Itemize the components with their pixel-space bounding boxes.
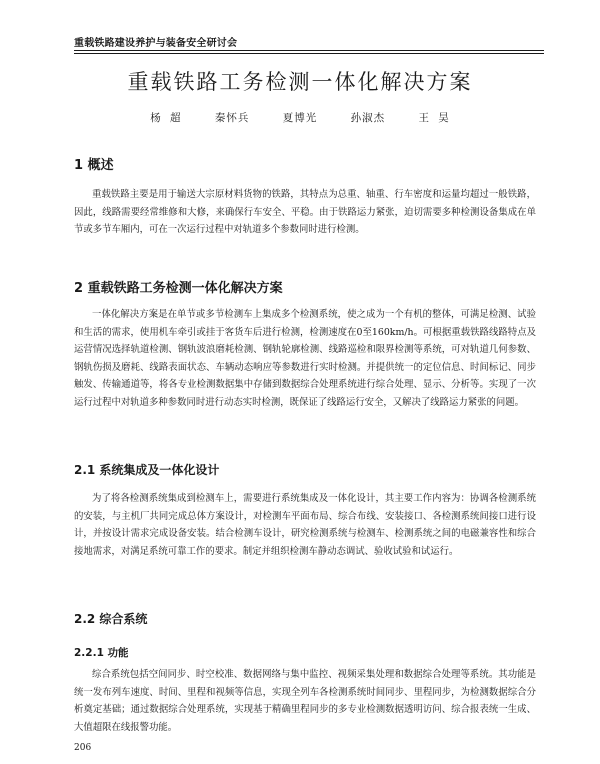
section-2-2-1-paragraph: 综合系统包括空间同步、时空校准、数据网络与集中监控、视频采集处理和数据综合处理等系统。其功能是统一发布列车速度、时间、里程和视频等信息，实现全列车各检测系统时间同步、里程同步，为检测数据综合分析奠定基础；通过数据综合处理系统，实现基于精确里程同步的多专业检测数据透明访问、综合报表统一生成、大值超限在线报警功能。 xyxy=(74,669,536,733)
author: 夏博光 xyxy=(282,112,318,124)
author: 孙淑杰 xyxy=(350,112,386,124)
author: 王 昊 xyxy=(418,112,450,124)
header-rule-thin xyxy=(74,53,544,54)
section-heading-2-2: 2.2 综合系统 xyxy=(74,612,148,626)
running-header: 重载铁路建设养护与装备安全研讨会 xyxy=(74,38,238,49)
section-1-paragraph: 重载铁路主要是用于输送大宗原材料货物的铁路，其特点为总重、轴重、行车密度和运量均超过一般铁路，因此，线路需要经常维修和大修，来确保行车安全、平稳。由于铁路运力紧张，迫切需要多种检测设备集成在单节或多节车厢内，可在一次运行过程中对轨道多个参数同时进行检测。 xyxy=(74,189,536,236)
section-heading-2: 2 重载铁路工务检测一体化解决方案 xyxy=(74,281,283,296)
header-rule xyxy=(74,50,544,51)
author: 秦怀兵 xyxy=(214,112,250,124)
author: 杨 超 xyxy=(150,112,182,124)
section-heading-1: 1 概述 xyxy=(74,158,114,173)
section-heading-2-2-1: 2.2.1 功能 xyxy=(74,647,129,659)
section-2-1-paragraph: 为了将各检测系统集成到检测车上，需要进行系统集成及一体化设计，其主要工作内容为：协调各检测系统的安装，与主机厂共同完成总体方案设计，对检测车平面布局、综合布线、安装接口、各检测系统间接口进行设计，并按设计需求完成设备安装。结合检测车设计，研究检测系统与检测车、检测系统之间的电磁兼容性和综合接地需求，对满足系统可靠工作的要求。制定并组织检测车静动态调试、验收试验和试运行。 xyxy=(74,493,536,557)
paper-title: 重载铁路工务检测一体化解决方案 xyxy=(127,70,473,94)
page-number: 206 xyxy=(74,743,92,753)
author-list xyxy=(0,110,600,125)
section-2-paragraph: 一体化解决方案是在单节或多节检测车上集成多个检测系统，使之成为一个有机的整体，可满足检测、试验和生活的需求，使用机车牵引或挂于客货车后进行检测，检测速度在0至160km/h。可根据重载铁路线路特点及运营情况选择轨道检测、钢轨波浪磨耗检测、钢轨轮廓检测、线路巡检和限界检测等系统，可对轨道几何参数、钢轨伤损及磨耗、线路表面状态、车辆动态响应等参数进行实时检测。并提供统一的定位信息、时间标记、同步触发、传输通道等，将各专业检测数据集中存储到数据综合处理系统进行综合处理、显示、分析等。实现了一次运行过程中对轨道多种参数同时进行动态实时检测，既保证了线路运行安全，又解决了线路运力紧张的问题。 xyxy=(74,309,536,408)
section-heading-2-1: 2.1 系统集成及一体化设计 xyxy=(74,463,220,477)
